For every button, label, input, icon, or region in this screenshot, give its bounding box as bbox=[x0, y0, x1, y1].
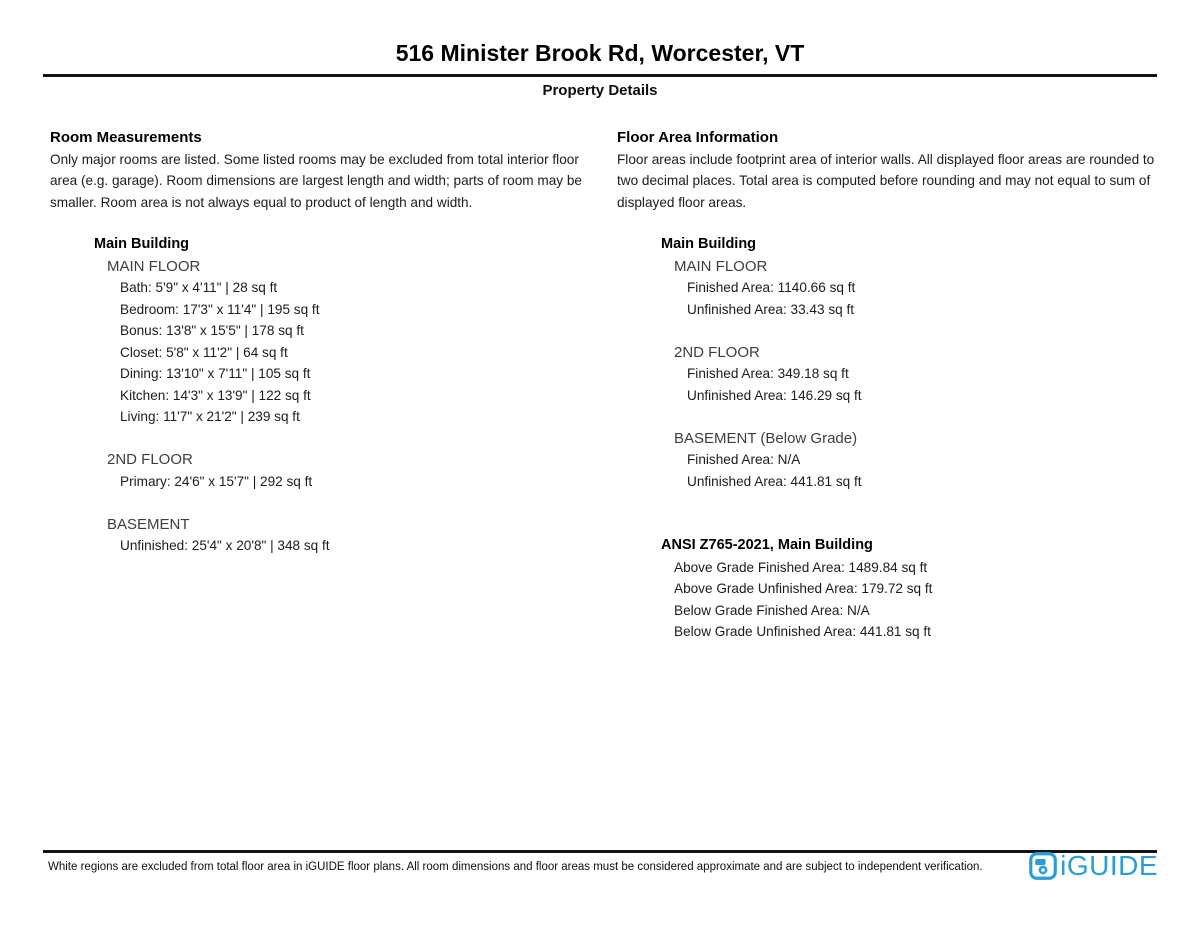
footer-divider bbox=[43, 850, 1157, 853]
floor-name: MAIN FLOOR bbox=[107, 257, 201, 275]
area-entry: Unfinished Area: 441.81 sq ft bbox=[687, 473, 862, 489]
ansi-heading: ANSI Z765-2021, Main Building bbox=[661, 537, 873, 554]
page-subtitle: Property Details bbox=[542, 82, 658, 99]
room-entry: Kitchen: 14'3" x 13'9" | 122 sq ft bbox=[120, 387, 311, 403]
floor-main-floor-areas bbox=[661, 256, 1169, 321]
room-entry: Unfinished: 25'4" x 20'8" | 348 sq ft bbox=[120, 538, 330, 554]
room-entry: Bonus: 13'8" x 15'5" | 178 sq ft bbox=[120, 323, 304, 339]
floor-area-section bbox=[617, 126, 1169, 643]
area-entry: Finished Area: 1140.66 sq ft bbox=[687, 280, 856, 296]
floor-name: BASEMENT (Below Grade) bbox=[674, 429, 858, 447]
ansi-section bbox=[617, 535, 1169, 643]
iguide-camera-icon bbox=[1029, 852, 1057, 880]
area-entry: Finished Area: 349.18 sq ft bbox=[687, 366, 849, 382]
floor-main-floor bbox=[94, 256, 602, 428]
room-measurements-description: Only major rooms are listed. Some listed rooms may be excluded from total interior floor area (e.g. garage). Room dimensions are largest length and width; parts of room may be smaller. Room area is not always equal to product of length and width. bbox=[50, 152, 582, 210]
footer-disclaimer: White regions are excluded from total floor area in iGUIDE floor plans. All room dimensions and floor areas must be considered approximate and are subject to independent verification. bbox=[48, 861, 983, 873]
area-entry: Unfinished Area: 146.29 sq ft bbox=[687, 387, 862, 403]
floor-area-heading: Floor Area Information bbox=[617, 129, 779, 146]
floor-area-building bbox=[617, 234, 1169, 492]
room-measurements-building bbox=[50, 234, 602, 557]
area-entry: Finished Area: N/A bbox=[687, 452, 801, 468]
iguide-logo-text: iGUIDE bbox=[1060, 850, 1158, 881]
room-entry: Closet: 5'8" x 11'2" | 64 sq ft bbox=[120, 344, 288, 360]
ansi-entry: Above Grade Unfinished Area: 179.72 sq ft bbox=[674, 581, 933, 597]
floor-area-description: Floor areas include footprint area of interior walls. All displayed floor areas are rounded to two decimal places. Total area is computed before rounding and may not equal to sum of displayed floor areas. bbox=[617, 152, 1155, 210]
page-title: 516 Minister Brook Rd, Worcester, VT bbox=[395, 40, 805, 66]
ansi-entry: Below Grade Finished Area: N/A bbox=[674, 602, 870, 618]
floor-basement bbox=[94, 514, 602, 557]
floor-name: 2ND FLOOR bbox=[674, 343, 760, 361]
floor-2nd-floor-areas bbox=[661, 342, 1169, 407]
floor-2nd-floor bbox=[94, 449, 602, 492]
ansi-entry: Below Grade Unfinished Area: 441.81 sq ft bbox=[674, 624, 931, 640]
floor-name: MAIN FLOOR bbox=[674, 257, 768, 275]
room-entry: Primary: 24'6" x 15'7" | 292 sq ft bbox=[120, 473, 313, 489]
room-measurements-heading: Room Measurements bbox=[50, 129, 202, 146]
floor-name: BASEMENT bbox=[107, 515, 190, 533]
ansi-entry: Above Grade Finished Area: 1489.84 sq ft bbox=[674, 559, 928, 575]
room-entry: Bedroom: 17'3" x 11'4" | 195 sq ft bbox=[120, 301, 320, 317]
room-entry: Dining: 13'10" x 7'11" | 105 sq ft bbox=[120, 366, 311, 382]
floor-basement-areas bbox=[661, 428, 1169, 493]
title-divider bbox=[43, 74, 1157, 77]
iguide-logo bbox=[1029, 852, 1158, 880]
room-entry: Living: 11'7" x 21'2" | 239 sq ft bbox=[120, 409, 300, 425]
room-measurements-section bbox=[50, 126, 602, 557]
area-entry: Unfinished Area: 33.43 sq ft bbox=[687, 301, 855, 317]
building-name: Main Building bbox=[94, 236, 190, 253]
floor-name: 2ND FLOOR bbox=[107, 451, 193, 469]
room-entry: Bath: 5'9" x 4'11" | 28 sq ft bbox=[120, 280, 278, 296]
building-name: Main Building bbox=[661, 236, 757, 253]
